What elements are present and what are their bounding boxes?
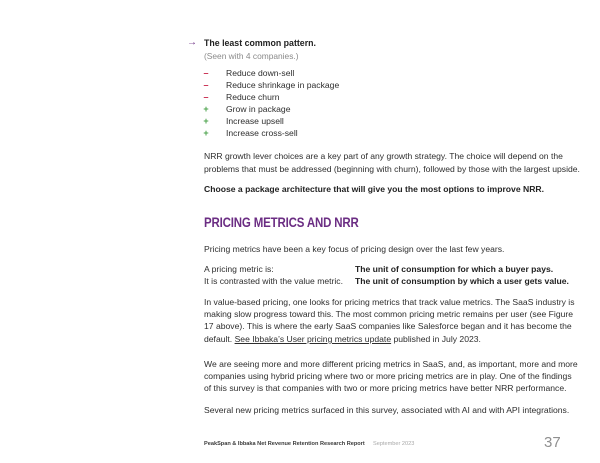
pattern-subtitle: (Seen with 4 companies.): [204, 51, 299, 61]
plus-icon: +: [203, 104, 209, 114]
paragraph-line: of this survey is that companies with two or more pricing metrics have better NRR performance.: [204, 383, 567, 393]
lever-label: Increase upsell: [226, 116, 284, 126]
lever-item: [200, 91, 280, 103]
lever-label: Grow in package: [226, 104, 291, 114]
lever-label: Reduce shrinkage in package: [226, 80, 340, 90]
lever-item: [200, 115, 284, 127]
paragraph-line: making slow progress toward this. The most common pricing metric remains per user (see Figure: [204, 309, 574, 319]
lever-label: Reduce churn: [226, 92, 280, 102]
paragraph-line: [204, 333, 481, 345]
footer-date: September 2023: [373, 441, 415, 447]
definition-text: The unit of consumption for which a buyer pays.: [355, 264, 554, 274]
plus-icon: +: [203, 128, 209, 138]
page-number: 37: [544, 434, 561, 451]
callout-text: Choose a package architecture that will give you the most options to improve NRR.: [204, 184, 544, 194]
minus-icon: –: [203, 80, 209, 90]
section-intro: Pricing metrics have been a key focus of pricing design over the last few years.: [204, 244, 505, 254]
paragraph-line: We are seeing more and more different pricing metrics in SaaS, and, as important, more and more: [204, 359, 578, 369]
lever-item: [200, 67, 295, 79]
lever-label: Increase cross-sell: [226, 128, 298, 138]
paragraph-line: 17 above). This is where the early SaaS companies like Salesforce began and it has become the: [204, 321, 572, 331]
arrow-right-icon: →: [187, 37, 197, 48]
paragraph-line: problems that must be addressed (beginning with churn), followed by those with the largest upside.: [204, 164, 580, 174]
lever-item: [200, 127, 298, 139]
line-suffix: published in July 2023.: [391, 334, 481, 344]
lever-item: [200, 79, 340, 91]
user-pricing-metrics-link[interactable]: See Ibbaka’s User pricing metrics update: [234, 334, 392, 344]
plus-icon: +: [203, 116, 209, 126]
definition-term: It is contrasted with the value metric.: [204, 276, 343, 286]
lever-item: [200, 103, 291, 115]
paragraph-line: companies using hybrid pricing where two or more pricing metrics are in play. One of the findings: [204, 371, 572, 381]
line-prefix: default.: [204, 334, 235, 344]
section-heading: PRICING METRICS AND NRR: [204, 214, 359, 230]
paragraph-line: In value-based pricing, one looks for pricing metrics that track value metrics. The SaaS industry is: [204, 297, 575, 307]
footer-report-title: PeakSpan & Ibbaka Net Revenue Retention Research Report: [204, 441, 365, 447]
pattern-title: The least common pattern.: [204, 38, 316, 48]
definition-text: The unit of consumption by which a user gets value.: [355, 276, 569, 286]
paragraph-line: NRR growth lever choices are a key part of any growth strategy. The choice will depend on the: [204, 151, 563, 161]
minus-icon: –: [203, 68, 209, 78]
minus-icon: –: [203, 92, 209, 102]
definition-term: A pricing metric is:: [204, 264, 274, 274]
lever-label: Reduce down-sell: [226, 68, 295, 78]
new-metrics-paragraph: Several new pricing metrics surfaced in this survey, associated with AI and with API integrations.: [204, 405, 570, 415]
